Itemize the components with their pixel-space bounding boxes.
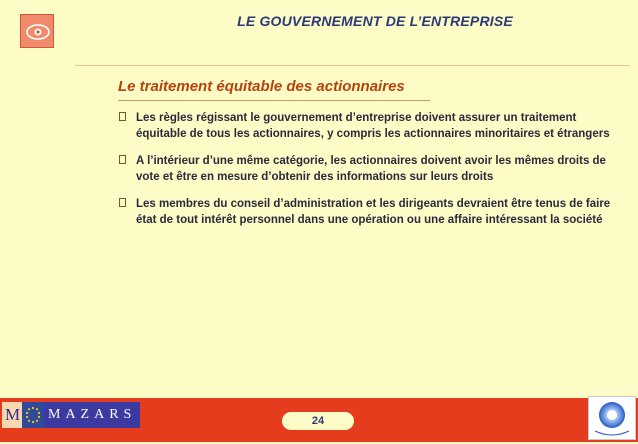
list-item bbox=[118, 196, 628, 228]
bullet-text: Les règles régissant le gouvernement d’entreprise doivent assurer un traitement équitable de tous les actionnaires, y compris les actionnaires minoritaires et étrangers bbox=[136, 112, 610, 140]
bullet-square-icon bbox=[119, 155, 126, 164]
corner-emblem bbox=[588, 396, 636, 440]
header-divider bbox=[75, 65, 630, 66]
section-subtitle: Le traitement équitable des actionnaires bbox=[118, 78, 405, 95]
header-logo bbox=[20, 14, 54, 48]
page-title: LE GOUVERNEMENT DE L’ENTREPRISE bbox=[237, 13, 513, 29]
blue-radial-emblem-icon bbox=[589, 397, 635, 439]
mazars-logo bbox=[2, 402, 140, 428]
brand-initial-cell bbox=[2, 402, 22, 428]
brand-name-cell bbox=[44, 402, 140, 428]
eu-stars-icon bbox=[22, 402, 44, 428]
bullet-square-icon bbox=[119, 112, 126, 121]
brand-name: MAZARS bbox=[48, 407, 137, 422]
list-item bbox=[118, 153, 628, 185]
bullet-text: A l’intérieur d’une même catégorie, les actionnaires doivent avoir les mêmes droits de vote et être en mesure d’obtenir des informations sur leurs droits bbox=[136, 155, 606, 183]
bullet-text: Les membres du conseil d’administration et les dirigeants devraient être tenus de faire état de tout intérêt personnel dans une opération ou une affaire intéressant la société bbox=[136, 198, 611, 226]
brand-initial: M bbox=[5, 405, 21, 424]
eye-emblem-icon bbox=[21, 15, 55, 49]
subtitle-underline bbox=[118, 100, 430, 101]
bullet-square-icon bbox=[119, 198, 126, 207]
bullet-list bbox=[118, 110, 628, 239]
page-number: 24 bbox=[282, 412, 354, 430]
list-item bbox=[118, 110, 628, 142]
